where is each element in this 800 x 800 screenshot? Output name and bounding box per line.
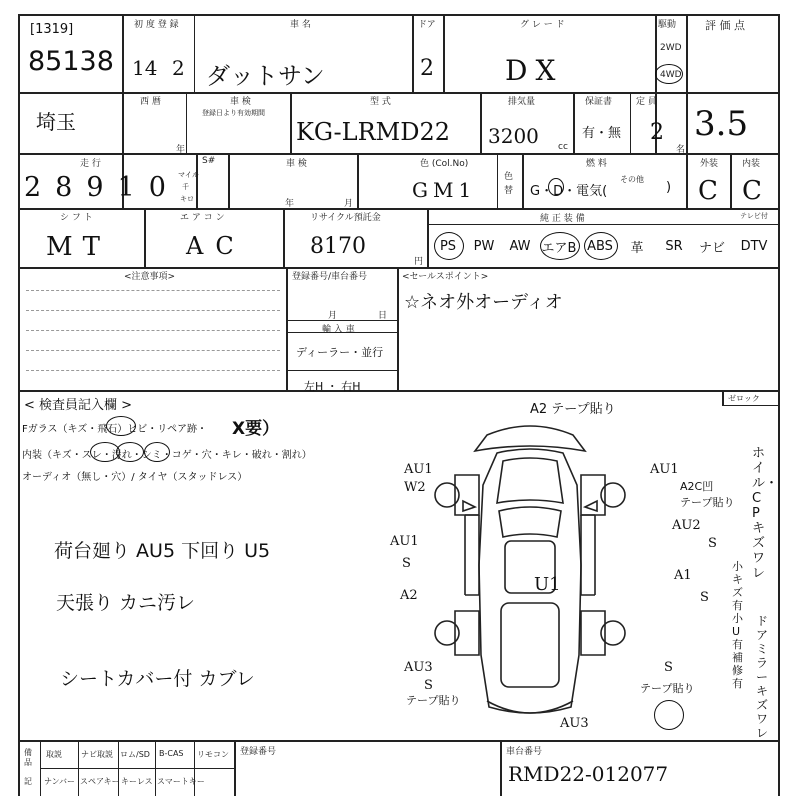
label-year-row2: 年: [176, 145, 186, 155]
footer-item-navi-manual: ナビ取説: [81, 750, 113, 759]
label-shift: シ フ ト: [60, 213, 93, 223]
label-month-row3: 月: [344, 199, 354, 209]
vline-i: [480, 92, 482, 154]
label-import: 輸 入 車: [322, 325, 355, 335]
footer-item-manual: 取説: [46, 750, 62, 759]
unit-persons: 名: [676, 145, 686, 155]
label-grade: グ レ ー ド: [520, 20, 565, 30]
vline-p: [522, 153, 524, 209]
footer-vline-1: [78, 740, 79, 796]
dealer: ディーラー・並行: [296, 346, 384, 359]
warranty-options: 有・無: [582, 126, 622, 141]
hand-note-2: 天張り カニ汚レ: [56, 592, 196, 614]
mileage-unit-km: 千: [182, 183, 189, 191]
mileage: 28910: [24, 172, 180, 203]
equip-airbag: エアB: [541, 240, 577, 256]
note-s-lower-right: S: [664, 660, 673, 675]
label-warranty: 保証書: [585, 97, 613, 107]
label-month-notes: 月: [328, 311, 338, 321]
equip-abs: ABS: [587, 238, 613, 254]
footer-hline: [40, 768, 234, 769]
drive-4wd-circle: [655, 64, 683, 84]
footer-label-left: 備品: [24, 748, 32, 767]
row-divider-6: [18, 740, 780, 742]
label-equipment: 純 正 装 備: [540, 214, 585, 224]
row-divider-1: [18, 92, 780, 94]
footer-item-keyless: キーレス: [121, 777, 153, 786]
caution-dash-5: [26, 370, 280, 371]
lot-number: 85138: [28, 46, 114, 77]
vline-u: [427, 208, 429, 268]
car-name: ダットサン: [206, 62, 325, 90]
label-model: 型 式: [370, 97, 391, 107]
note-a2-left: A2: [400, 588, 418, 603]
note-a2c: A2C凹: [680, 480, 714, 493]
glass-stone-circle: [106, 416, 136, 436]
note-au2-left: AU1: [390, 534, 419, 549]
first-reg-year: 14: [132, 56, 158, 80]
label-mileage: 走 行: [80, 159, 101, 169]
row-divider-3: [18, 208, 780, 210]
footer-item-plate: ナンバー: [44, 777, 76, 786]
caution-dash-2: [26, 310, 280, 311]
unit-yen: 円: [414, 257, 424, 267]
label-interior: 内装: [742, 159, 761, 169]
equip-pw: PW: [473, 238, 495, 254]
label-drive: 駆動: [658, 20, 677, 30]
fuel-close: ): [666, 180, 672, 195]
row-divider-2: [18, 153, 780, 155]
label-inspection: 車 検: [286, 159, 307, 169]
vline-t: [283, 208, 285, 268]
fuel-options: G・D・電気(: [530, 184, 608, 199]
vline-q: [686, 153, 688, 209]
note-au3-bottom: AU3: [560, 716, 589, 731]
aircon: AC: [186, 232, 246, 260]
row-divider-5: [18, 390, 780, 392]
vline-w: [397, 267, 399, 391]
vline-c: [412, 14, 414, 92]
line-glass: Fガラス（キズ・飛石）ヒビ・リペア跡・: [22, 424, 208, 435]
note-s-au3: S: [424, 678, 433, 693]
caution-dash-1: [26, 290, 280, 291]
side-note-mirror: ドアミラーキズワレ: [756, 614, 769, 740]
note-s-left: S: [402, 556, 411, 571]
equip-aw: AW: [509, 238, 531, 254]
label-caution: <注意事項>: [124, 272, 176, 282]
car-diagram: [425, 415, 635, 735]
interior: C: [742, 176, 762, 206]
note-w2: W2: [404, 480, 426, 495]
line-audio: オーディオ（無し・穴）/ タイヤ（スタッドレス）: [22, 472, 248, 483]
caution-dash-3: [26, 330, 280, 331]
label-doors: ドア: [418, 20, 436, 30]
footer-vline-3: [155, 740, 156, 796]
label-cc: 排気量: [508, 97, 536, 107]
zerolock-left: [722, 390, 724, 406]
equip-ps: PS: [439, 238, 457, 254]
label-day-notes: 日: [378, 311, 388, 321]
note-a2-top: A2 テープ貼り: [530, 402, 616, 417]
side-note-damage: 小キズ有 小U有 補修有: [732, 560, 743, 690]
fuel-other: その他: [620, 175, 644, 184]
label-year-row3: 年: [285, 199, 295, 209]
vline-n: [357, 153, 359, 209]
footer-vline-4: [194, 740, 195, 796]
unit-cc: cc: [558, 142, 568, 152]
import-line-3: [286, 370, 397, 371]
footer-vline-2: [118, 740, 119, 796]
footer-label-lower-left: 記: [24, 777, 32, 786]
hand-note-1: 荷台廻り AU5 下回り U5: [54, 540, 271, 562]
vline-b: [194, 14, 195, 92]
capacity: 2: [650, 120, 664, 145]
region: 埼玉: [36, 110, 76, 134]
label-zero-lock: ゼロック: [728, 394, 760, 403]
side-note-wheel: ホイル・CPキズワレ: [752, 446, 779, 581]
note-u1: U1: [534, 574, 561, 595]
footer-label-reg: 登録番号: [240, 747, 277, 757]
footer-item-spare-key: スペアキー: [80, 777, 120, 786]
label-west: 西 暦: [140, 97, 161, 107]
label-reg-number: 登録番号/車台番号: [292, 272, 368, 282]
sales-point: ☆ネオ外オーディオ: [404, 292, 563, 313]
label-capacity: 定 員: [636, 97, 657, 107]
fuel-d-circle: [548, 178, 564, 196]
grade: DX: [505, 54, 564, 87]
note-au1-left: AU1: [404, 462, 433, 477]
vline-r: [730, 153, 732, 209]
drive-4wd: 4WD: [660, 70, 682, 80]
color: GM1: [412, 178, 477, 202]
interior-dirt-circle: [116, 442, 144, 462]
footer-vline-5: [234, 740, 236, 796]
equip-airbag-circle: [540, 232, 580, 260]
label-stamp: S#: [202, 156, 216, 166]
equip-leather: 革: [630, 240, 644, 256]
vline-j: [573, 92, 575, 154]
spare-wheel: [654, 700, 684, 730]
note-s-a1: S: [700, 590, 709, 605]
footer-item-rom: ロム/SD: [120, 750, 150, 759]
equip-sunroof: SR: [665, 238, 683, 254]
vline-f: [686, 14, 688, 154]
label-vehicle-period: 車 検: [230, 97, 251, 107]
equip-line: [428, 224, 780, 225]
equip-ps-circle: [434, 232, 464, 260]
label-first-reg: 初 度 登 録: [134, 20, 179, 30]
footer-item-remote: リモコン: [197, 750, 229, 759]
equip-navi: ナビ: [698, 240, 725, 256]
label-exterior: 外装: [700, 159, 719, 169]
vline-k: [630, 92, 631, 154]
vline-l: [196, 153, 198, 209]
frame-left: [18, 14, 20, 796]
label-aircon: エ ア コ ン: [180, 213, 225, 223]
note-au3-left: AU3: [404, 660, 433, 675]
label-car-name: 車 名: [290, 20, 311, 30]
steering: 左H ・ 右H: [304, 380, 361, 393]
note-au2-right: AU2: [672, 518, 701, 533]
vline-o: [497, 153, 498, 209]
interior-stain-circle: [144, 442, 170, 462]
cc: 3200: [488, 124, 539, 148]
note-au1-right: AU1: [650, 462, 679, 477]
chassis-number: RMD22-012077: [508, 762, 669, 786]
note-s-right: S: [708, 536, 717, 551]
label-exp-note: 登録日より有効期間: [202, 109, 265, 117]
score: 3.5: [694, 104, 749, 144]
note-a1: A1: [674, 568, 692, 583]
drive-2wd: 2WD: [660, 43, 682, 53]
footer-item-bcas: B-CAS: [159, 749, 184, 758]
first-reg-month: 2: [172, 56, 185, 80]
footer-label-chassis: 車台番号: [506, 747, 543, 757]
note-tape-right: テープ貼り: [680, 496, 735, 509]
label-recycle: リサイクル預託金: [310, 213, 381, 223]
mileage-unit-k: キロ: [180, 195, 194, 203]
doors: 2: [420, 56, 434, 81]
mileage-unit-mile: マイル: [178, 171, 199, 179]
line-glass-req: X要）: [232, 419, 280, 439]
label-color: 色 (Col.No): [420, 159, 469, 169]
frame-top: [18, 14, 780, 16]
note-tape-bottom: テープ貼り: [406, 694, 461, 707]
hand-note-3: シートカバー付 カブレ: [60, 668, 255, 690]
equip-abs-circle: [584, 232, 618, 260]
footer-vline-6: [500, 740, 502, 796]
vline-g: [186, 92, 187, 154]
footer-item-smart-key: スマートキー: [157, 777, 205, 786]
line-interior: 内装（キズ・スレ・汚れ・シミ・コゲ・穴・キレ・破れ・割れ）: [22, 450, 312, 461]
shift: MT: [46, 232, 110, 262]
vline-d: [443, 14, 445, 92]
vline-h: [290, 92, 292, 154]
exterior: C: [698, 176, 718, 206]
label-color-change: 色替: [504, 172, 514, 196]
inspector-label: < 検査員記入欄 >: [24, 398, 133, 413]
label-fuel: 燃 料: [586, 159, 607, 169]
equip-dtv: DTV: [740, 238, 768, 254]
note-tape-lower-right: テープ貼り: [640, 682, 695, 695]
caution-dash-4: [26, 350, 280, 351]
label-tv: テレビ付: [740, 212, 768, 220]
lot-code: [1319]: [30, 22, 74, 37]
vline-s: [144, 208, 146, 268]
model: KG-LRMD22: [296, 118, 451, 146]
recycle: 8170: [310, 234, 366, 259]
vline-v: [286, 267, 288, 391]
zerolock-bottom: [722, 405, 780, 406]
vline-m: [228, 153, 230, 209]
label-score: 評 価 点: [705, 19, 745, 32]
label-sales-point: <セールスポイント>: [402, 272, 489, 282]
